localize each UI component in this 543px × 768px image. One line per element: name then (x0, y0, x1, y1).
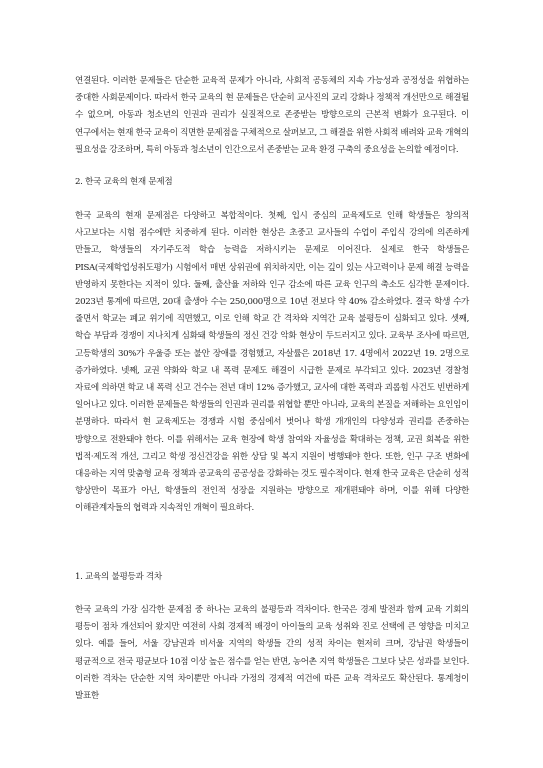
section-1-paragraph: 한국 교육의 가장 심각한 문제점 중 하나는 교육의 불평등과 격차이다. 한국은 경제 발전과 함께 교육 기회의 평등이 점차 개선되어 왔지만 여전히 사회 경제적 배경이 아이들의 교육 성취와 진로 선택에 큰 영향을 미치고 있다. 예를 들어, 서울 강남권과 비서울 지역의 학생들 간의 성적 차이는 현저히 크며, 강남권 학생들이 평균적으로 전국 평균보다 10점 이상 높은 점수를 얻는 반면, 농어촌 지역 학생들은 그보다 낮은 성과를 보인다. 이러한 격차는 단순한 지역 차이뿐만 아니라 가정의 경제적 여건에 따른 교육 격차로도 확산된다. 통계청이 발표한 (75, 605, 469, 702)
section-heading-2: 2. 한국 교육의 현재 문제점 (75, 177, 173, 187)
section-heading-1: 1. 교육의 불평등과 격차 (75, 572, 162, 582)
section-2-paragraph: 한국 교육의 현재 문제점은 다양하고 복합적이다. 첫째, 입시 중심의 교육제도로 인해 학생들은 창의적 사고보다는 시험 점수에만 치중하게 된다. 이러한 현상은 초중고 교사들의 수업이 주입식 강의에 의존하게 만들고, 학생들의 자기주도적 학습 능력을 저하시키는 문제로 이어진다. 실제로 한국 학생들은 PISA(국제학업성취도평가) 시험에서 매번 상위권에 위치하지만, 이는 깊이 있는 사고력이나 문제 해결 능력을 반영하지 못한다는 지적이 있다. 둘째, 출산율 저하와 인구 감소에 따른 교육 인구의 축소도 심각한 문제이다. 2023년 통계에 따르면, 20대 출생아 수는 250,000명으로 10년 전보다 약 40% 감소하였다. 결국 학생 수가 줄면서 학교는 폐교 위기에 직면했고, 이로 인해 학교 간 격차와 지역간 교육 불평등이 심화되고 있다. 셋째, 학습 부담과 경쟁이 지나치게 심화돼 학생들의 정신 건강 악화 현상이 두드러지고 있다. 교육부 조사에 따르면, 고등학생의 30%가 우울증 또는 불안 장애를 경험했고, 자살률은 2018년 17. 4명에서 2022년 19. 2명으로 증가하였다. 넷째, 교권 약화와 학교 내 폭력 문제도 해결이 시급한 문제로 부각되고 있다. 2023년 경찰청 자료에 의하면 학교 내 폭력 신고 건수는 전년 대비 12% 증가했고, 교사에 대한 폭력과 괴롭힘 사건도 빈번하게 일어나고 있다. 이러한 문제들은 학생들의 인권과 권리를 위협할 뿐만 아니라, 교육의 본질을 저해하는 요인임이 분명하다. 따라서 현 교육제도는 경쟁과 시험 중심에서 벗어나 학생 개개인의 다양성과 권리를 존중하는 방향으로 전환돼야 한다. 이를 위해서는 교육 현장에 학생 참여와 자율성을 확대하는 정책, 교권 회복을 위한 법적·제도적 개선, 그리고 학생 정신건강을 위한 상담 및 복지 지원이 병행돼야 한다. 또한, 인구 구조 변화에 대응하는 지역 맞춤형 교육 정책과 공교육의 공공성을 강화하는 것도 필수적이다. 현재 한국 교육은 단순히 성적 향상만이 목표가 아닌, 학생들의 전인적 성장을 지원하는 방향으로 재개편돼야 하며, 이를 위해 다양한 이해관계자들의 협력과 지속적인 개혁이 필요하다. (75, 211, 469, 514)
intro-paragraph: 연결된다. 이러한 문제들은 단순한 교육적 문제가 아니라, 사회적 공동체의 지속 가능성과 공정성을 위협하는 중대한 사회문제이다. 따라서 한국 교육의 현 문제들은 단순히 교사진의 교리 강화나 정책적 개선만으로 해결될 수 없으며, 아동과 청소년의 인권과 권리가 실질적으로 존중받는 방향으로의 근본적 변화가 요구된다. 이 연구에서는 현재 한국 교육이 직면한 문제점을 구체적으로 살펴보고, 그 해결을 위한 사회적 배려와 교육 개혁의 필요성을 강조하며, 특히 아동과 청소년이 인간으로서 존중받는 교육 환경 구축의 중요성을 논의할 예정이다. (75, 76, 469, 155)
